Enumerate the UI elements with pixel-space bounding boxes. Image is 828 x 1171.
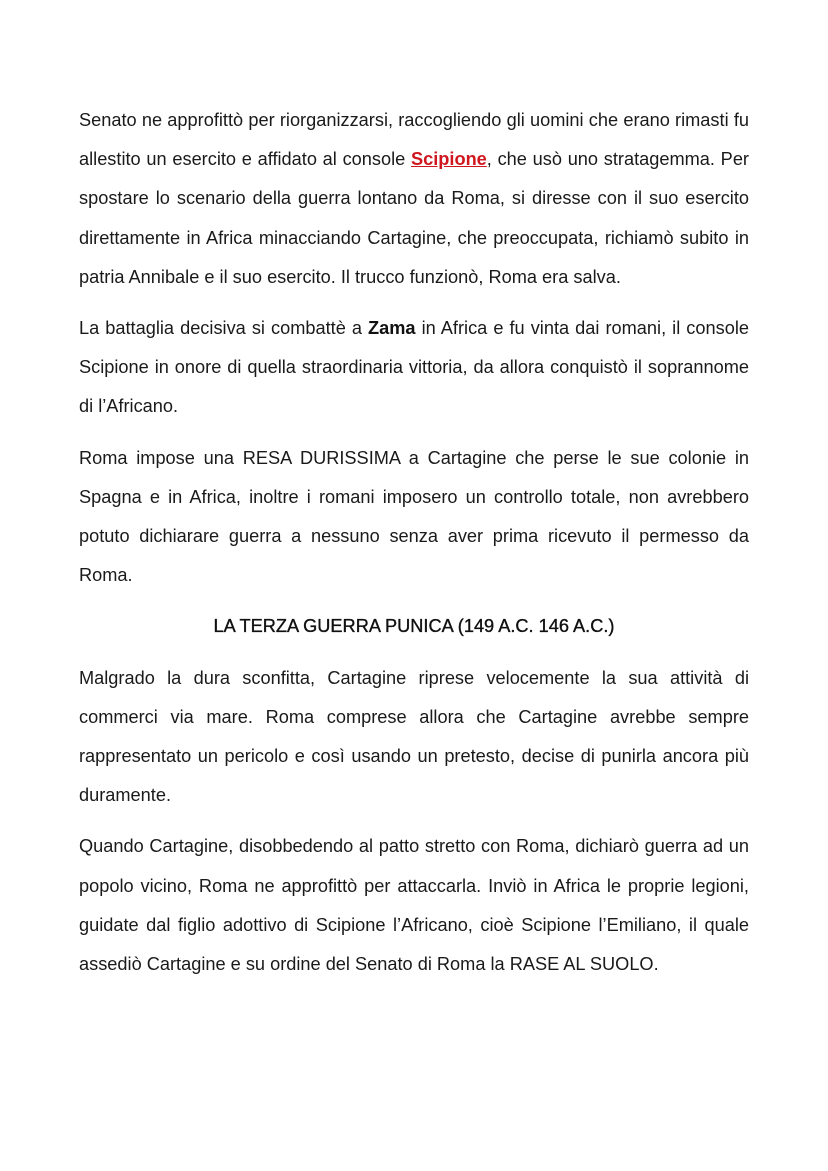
paragraph-zama [79,309,749,427]
paragraph-text: La battaglia decisiva si combattè a [79,318,369,339]
paragraph-text: Senato ne approfittò per riorganizzarsi, raccogliendo gli uomini che erano rimasti fu allestito un esercito e affidato al console [79,110,749,170]
paragraph-resa: Roma impose una RESA DURISSIMA a Cartagine che perse le sue colonie in Spagna e in Africa, inoltre i romani imposero un controllo totale, non avrebbero potuto dichiarare guerra a nessuno senza aver prima ricevuto il permesso da Roma. [79,447,749,586]
paragraph-scipione [79,101,749,297]
bold-word-zama: Zama [368,318,416,339]
highlighted-name-scipione: Scipione [411,149,487,170]
paragraph-text: , che usò uno stratagemma. Per spostare lo scenario della guerra lontano da Roma, si diresse con il suo esercito direttamente in Africa minacciando Cartagine, che preoccupata, richiamò subito in patria Annibale e il suo esercito. Il trucco funzionò, Roma era salva. [79,149,749,287]
section-heading: LA TERZA GUERRA PUNICA (149 A.C. 146 A.C.) [213,616,615,637]
document-page [79,101,749,996]
paragraph-text: in Africa e fu vinta dai romani, il console Scipione in onore di quella straordinaria vittoria, da allora conquistò il soprannome di l’Africano. [79,318,749,417]
paragraph-quando: Quando Cartagine, disobbedendo al patto stretto con Roma, dichiarò guerra ad un popolo vicino, Roma ne approfittò per attaccarla. Inviò in Africa le proprie legioni, guidate dal figlio adottivo di Scipione l’Africano, cioè Scipione l’Emiliano, il quale assediò Cartagine e su ordine del Senato di Roma la RASE AL SUOLO. [79,836,749,975]
paragraph-malgrado: Malgrado la dura sconfitta, Cartagine riprese velocemente la sua attività di commerci via mare. Roma comprese allora che Cartagine avrebbe sempre rappresentato un pericolo e così usando un pretesto, decise di punirla ancora più duramente. [79,667,749,806]
